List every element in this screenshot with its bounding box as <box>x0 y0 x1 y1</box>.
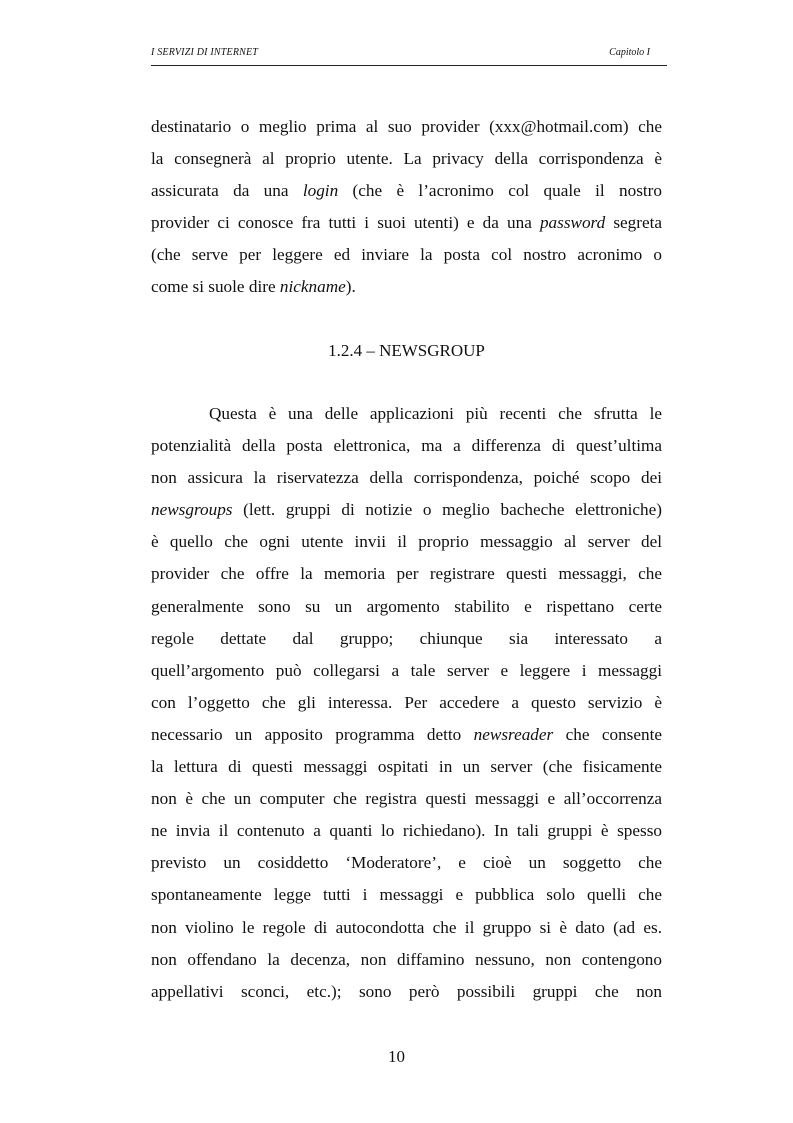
text-line: la consegnerà al proprio utente. La privacy della corrispondenza è <box>151 149 662 169</box>
text-line: regole dettate dal gruppo; chiunque sia interessato a <box>151 628 662 648</box>
text-line: potenzialità della posta elettronica, ma a differenza di quest’ultima <box>151 436 662 456</box>
italic-term: nickname <box>279 277 346 297</box>
italic-term: newsreader <box>473 724 554 744</box>
text-line: spontaneamente legge tutti i messaggi e pubblica solo quelli che <box>151 885 662 905</box>
page-number: 10 <box>388 1047 405 1066</box>
text-line: destinatario o meglio prima al suo provider (xxx@hotmail.com) che <box>151 117 662 136</box>
text-line: non assicura la riservatezza della corrispondenza, poiché scopo dei <box>151 468 662 488</box>
text-line: non offendano la decenza, non diffamino nessuno, non contengono <box>151 949 662 969</box>
text-line: newsgroups (lett. gruppi di notizie o meglio bacheche elettroniche) <box>151 500 662 520</box>
text-line: ne invia il contenuto a quanti lo richiedano). In tali gruppi è spesso <box>151 821 662 841</box>
running-header-title: I SERVIZI DI INTERNET <box>151 47 259 58</box>
header-rule <box>151 65 667 66</box>
text-line: previsto un cosiddetto ‘Moderatore’, e cioè un soggetto che <box>151 853 662 873</box>
text-line: necessario un apposito programma detto newsreader che consente <box>151 724 662 744</box>
text-line: la lettura di questi messaggi ospitati in un server (che fisicamente <box>151 757 662 777</box>
italic-term: password <box>539 213 606 233</box>
text-line: quell’argomento può collegarsi a tale server e leggere i messaggi <box>151 660 662 680</box>
text-line: è quello che ogni utente invii il proprio messaggio al server del <box>151 532 662 552</box>
paragraph-newsgroup <box>151 398 662 1008</box>
text-line: generalmente sono su un argomento stabilito e rispettano certe <box>151 596 662 616</box>
text-line: Questa è una delle applicazioni più recenti che sfrutta le <box>209 404 662 423</box>
text-line: provider che offre la memoria per registrare questi messaggi, che <box>151 564 662 584</box>
paragraph-email-privacy <box>151 111 662 304</box>
text-line: con l’oggetto che gli interessa. Per accedere a questo servizio è <box>151 692 662 712</box>
section-heading: 1.2.4 – NEWSGROUP <box>328 341 485 360</box>
text-line: non è che un computer che registra questi messaggi e all’occorrenza <box>151 789 662 809</box>
text-line: assicurata da una login (che è l’acronimo col quale il nostro <box>151 181 662 201</box>
text-line: non violino le regole di autocondotta che il gruppo si è dato (ad es. <box>151 917 662 937</box>
italic-term: newsgroups <box>151 500 233 520</box>
text-line: come si suole dire nickname). <box>151 277 356 297</box>
running-header-chapter: Capitolo I <box>609 47 650 58</box>
text-line: provider ci conosce fra tutti i suoi utenti) e da una password segreta <box>151 213 662 233</box>
text-line: (che serve per leggere ed inviare la posta col nostro acronimo o <box>151 245 662 265</box>
italic-term: login <box>302 181 339 201</box>
text-line: appellativi sconci, etc.); sono però possibili gruppi che non <box>151 981 662 1001</box>
